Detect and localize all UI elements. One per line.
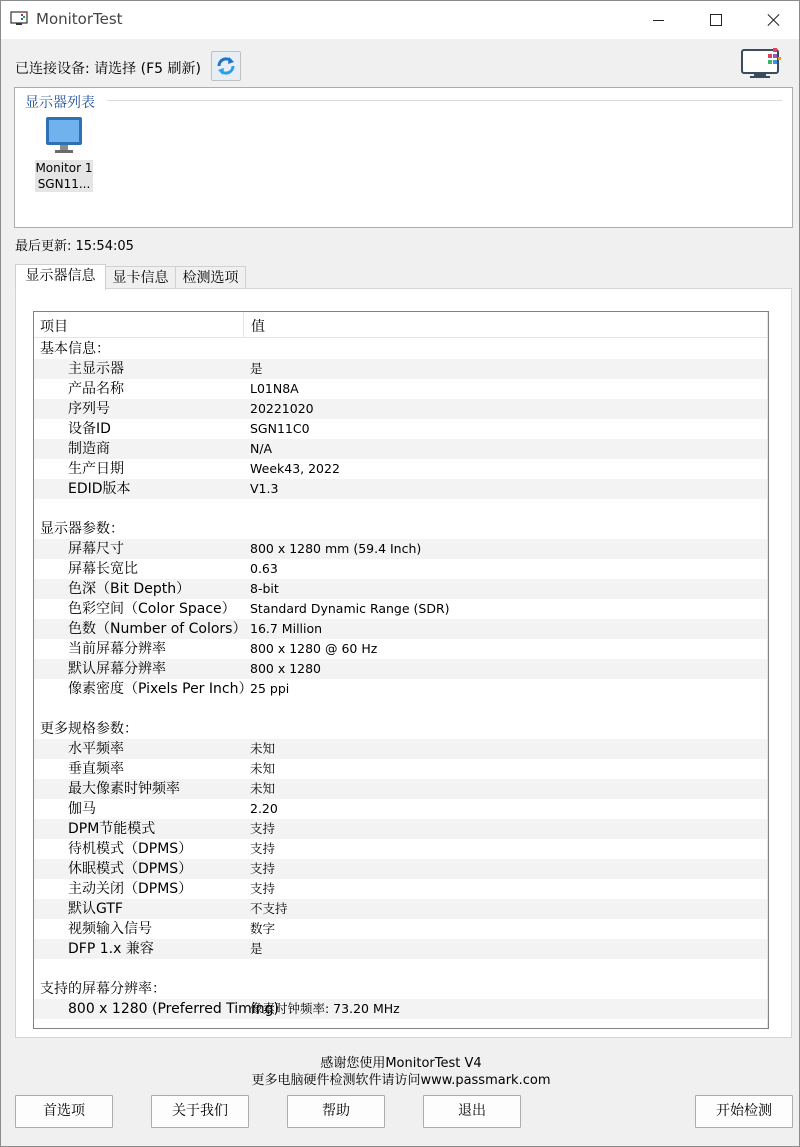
list-item[interactable] <box>34 459 768 479</box>
item-value: 不支持 <box>250 901 288 916</box>
section-row <box>34 519 768 539</box>
list-item[interactable] <box>34 419 768 439</box>
item-name: 序列号 <box>68 401 110 417</box>
item-name: 屏幕长宽比 <box>68 561 138 577</box>
item-value: 是 <box>250 941 263 956</box>
list-header <box>34 312 768 338</box>
item-name: EDID版本 <box>68 481 131 497</box>
section-title: 显示器参数： <box>40 521 124 537</box>
refresh-icon <box>215 55 237 77</box>
blank-row <box>34 959 768 979</box>
list-item[interactable] <box>34 379 768 399</box>
item-name: 最大像素时钟频率 <box>68 781 180 797</box>
passmark-monitor-logo <box>740 47 782 79</box>
blank-row <box>34 499 768 519</box>
item-name: 垂直频率 <box>68 761 124 777</box>
item-name: 屏幕尺寸 <box>68 541 124 557</box>
footer-website: 更多电脑硬件检测软件请访问www.passmark.com <box>251 1073 551 1088</box>
item-value: 0.63 <box>250 561 278 576</box>
item-name: 色数（Number of Colors） <box>68 621 247 637</box>
connected-device-label: 已连接设备: 请选择 (F5 刷新) <box>15 61 201 77</box>
monitor-list-item[interactable] <box>35 116 93 194</box>
column-header-value[interactable]: 值 <box>251 319 265 335</box>
info-rows <box>34 339 768 1019</box>
list-item[interactable] <box>34 539 768 559</box>
list-item[interactable] <box>34 779 768 799</box>
group-divider <box>107 100 782 101</box>
item-name: 制造商 <box>68 441 110 457</box>
list-item[interactable] <box>34 919 768 939</box>
item-name: 默认GTF <box>68 901 123 917</box>
preferences-button[interactable]: 首选项 <box>15 1095 113 1128</box>
item-name: 主显示器 <box>68 361 124 377</box>
list-item[interactable] <box>34 599 768 619</box>
tab-test-options[interactable]: 检测选项 <box>175 266 246 289</box>
item-value: N/A <box>250 441 273 456</box>
item-name: DPM节能模式 <box>68 821 156 837</box>
item-name: 800 x 1280 (Preferred Timing) <box>68 1001 279 1017</box>
item-value: 20221020 <box>250 401 314 416</box>
section-title: 基本信息： <box>40 341 110 357</box>
item-value: V1.3 <box>250 481 279 496</box>
item-value: 支持 <box>250 881 276 896</box>
column-separator <box>243 312 244 337</box>
window-title: MonitorTest <box>36 10 123 28</box>
list-item[interactable] <box>34 819 768 839</box>
item-name: 休眠模式（DPMS） <box>68 861 193 877</box>
list-item[interactable] <box>34 879 768 899</box>
monitor-icon <box>45 116 83 160</box>
item-name: 色深（Bit Depth） <box>68 581 191 597</box>
item-name: DFP 1.x 兼容 <box>68 941 154 957</box>
section-row <box>34 979 768 999</box>
list-item[interactable] <box>34 859 768 879</box>
item-value: SGN11C0 <box>250 421 310 436</box>
item-name: 当前屏幕分辨率 <box>68 641 166 657</box>
section-title: 更多规格参数： <box>40 721 138 737</box>
list-item[interactable] <box>34 659 768 679</box>
section-title: 支持的屏幕分辨率： <box>40 981 166 997</box>
list-right-border <box>767 312 768 1028</box>
item-name: 默认屏幕分辨率 <box>68 661 166 677</box>
item-value: 支持 <box>250 821 276 836</box>
item-value: 是 <box>250 361 263 376</box>
tab-gpu-info[interactable]: 显卡信息 <box>104 266 177 289</box>
help-button[interactable]: 帮助 <box>287 1095 385 1128</box>
item-value: Week43, 2022 <box>250 461 340 476</box>
monitor-item-id: SGN11... <box>37 177 91 191</box>
close-icon <box>767 13 781 27</box>
item-value: 未知 <box>250 781 276 796</box>
title-bar <box>1 1 799 39</box>
item-name: 视频输入信号 <box>68 921 152 937</box>
list-item[interactable] <box>34 759 768 779</box>
item-value: 未知 <box>250 741 276 756</box>
list-item[interactable] <box>34 899 768 919</box>
blank-row <box>34 699 768 719</box>
item-value: 像素时钟频率: 73.20 MHz <box>250 1001 400 1016</box>
minimize-button[interactable] <box>629 1 687 39</box>
maximize-button[interactable] <box>687 1 745 39</box>
item-value: 800 x 1280 @ 60 Hz <box>250 641 378 656</box>
item-name: 伽马 <box>68 801 96 817</box>
item-value: 16.7 Million <box>250 621 323 636</box>
last-update-label: 最后更新: 15:54:05 <box>15 239 134 254</box>
monitor-list-group <box>14 87 793 228</box>
item-value: 800 x 1280 mm (59.4 Inch) <box>250 541 422 556</box>
item-name: 设备ID <box>68 421 111 437</box>
item-name: 待机模式（DPMS） <box>68 841 193 857</box>
item-value: 25 ppi <box>250 681 290 696</box>
exit-button[interactable]: 退出 <box>423 1095 521 1128</box>
item-value: 支持 <box>250 861 276 876</box>
item-name: 色彩空间（Color Space） <box>68 601 236 617</box>
section-row <box>34 339 768 359</box>
item-value: 支持 <box>250 841 276 856</box>
list-item[interactable] <box>34 359 768 379</box>
tab-monitor-info[interactable]: 显示器信息 <box>15 264 106 290</box>
section-row <box>34 719 768 739</box>
footer-thanks: 感谢您使用MonitorTest V4 <box>320 1056 482 1071</box>
monitor-list-legend: 显示器列表 <box>25 92 99 112</box>
item-value: 8-bit <box>250 581 279 596</box>
monitor-item-name: Monitor 1 <box>35 161 93 175</box>
close-button[interactable] <box>745 1 800 39</box>
item-value: 未知 <box>250 761 276 776</box>
item-value: 2.20 <box>250 801 278 816</box>
list-item[interactable] <box>34 439 768 459</box>
start-test-button[interactable]: 开始检测 <box>695 1095 793 1128</box>
list-item[interactable] <box>34 799 768 819</box>
item-name: 水平频率 <box>68 741 124 757</box>
list-item[interactable] <box>34 739 768 759</box>
column-header-item[interactable]: 项目 <box>40 319 68 335</box>
list-item[interactable] <box>34 579 768 599</box>
list-item[interactable] <box>34 939 768 959</box>
refresh-button[interactable] <box>211 51 241 81</box>
minimize-icon <box>653 20 664 21</box>
list-item[interactable] <box>34 399 768 419</box>
list-item[interactable] <box>34 619 768 639</box>
item-value: 数字 <box>250 921 276 936</box>
about-button[interactable]: 关于我们 <box>151 1095 249 1128</box>
list-item[interactable] <box>34 679 768 699</box>
list-item[interactable] <box>34 839 768 859</box>
maximize-icon <box>710 14 722 26</box>
item-value: Standard Dynamic Range (SDR) <box>250 601 450 616</box>
list-item[interactable] <box>34 479 768 499</box>
monitor-info-panel <box>15 288 792 1038</box>
list-item[interactable] <box>34 639 768 659</box>
item-name: 主动关闭（DPMS） <box>68 881 193 897</box>
list-item[interactable] <box>34 999 768 1019</box>
list-item[interactable] <box>34 559 768 579</box>
info-list[interactable] <box>33 311 769 1029</box>
monitor-item-label <box>35 160 93 192</box>
item-name: 产品名称 <box>68 381 124 397</box>
item-value: L01N8A <box>250 381 299 396</box>
app-icon <box>10 11 28 27</box>
item-value: 800 x 1280 <box>250 661 322 676</box>
item-name: 像素密度（Pixels Per Inch） <box>68 681 253 697</box>
item-name: 生产日期 <box>68 461 124 477</box>
